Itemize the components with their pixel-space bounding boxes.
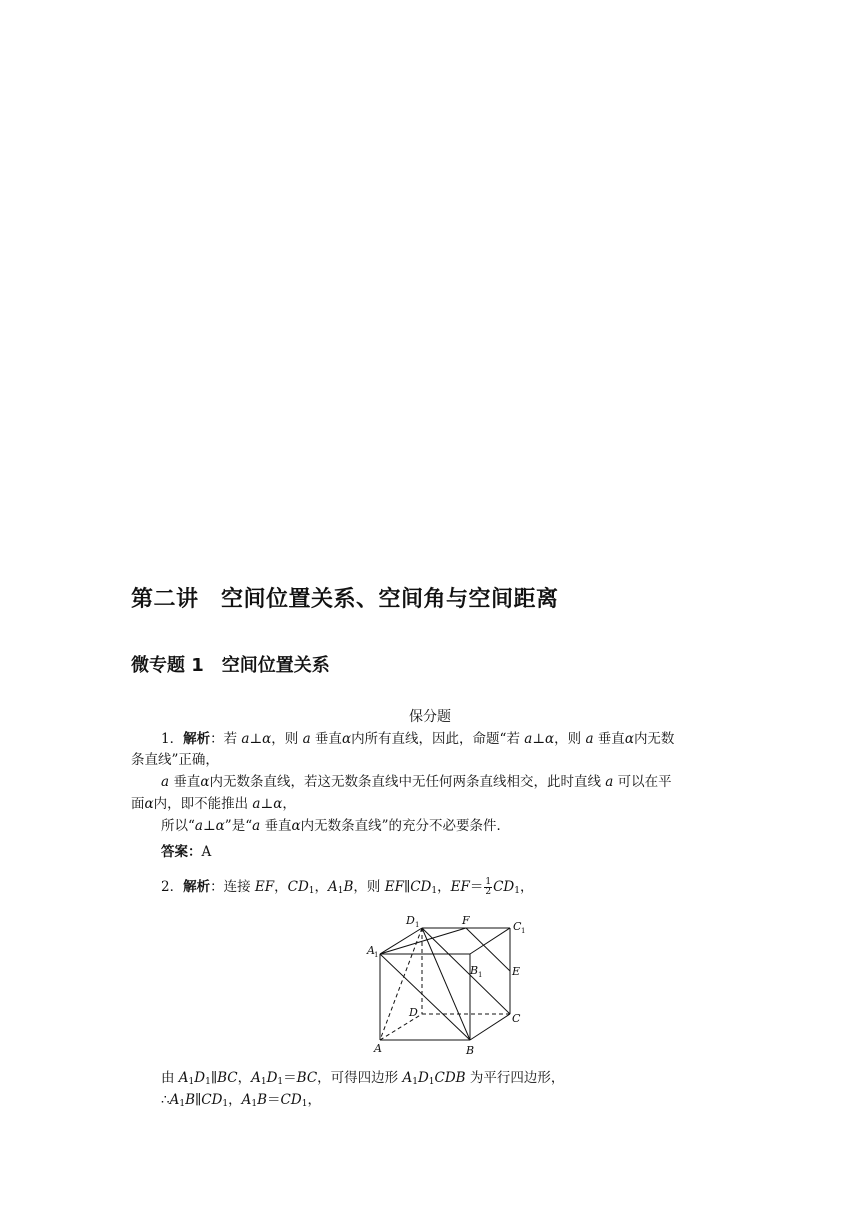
subsection-title: 保分题 xyxy=(409,709,451,725)
label-B1: B xyxy=(470,964,479,977)
segment-A1B xyxy=(380,954,470,1040)
edge-A1D1 xyxy=(380,928,422,954)
edge-BC xyxy=(470,1014,510,1040)
label-D: D xyxy=(409,1006,418,1019)
q2-line-1: 2．解析：连接 EF，$CD_1$，$A_1B$，则 $EF\parallel CD_1$，EF＝ $\frac{1}{2}$ $CD_1$， xyxy=(161,877,534,897)
cube-figure xyxy=(360,908,540,1060)
label-D1: D xyxy=(406,914,415,927)
q1-line-2: 条直线”正确， xyxy=(131,752,219,768)
label-C1-sub: 1 xyxy=(521,927,526,935)
label-B1-sub: 1 xyxy=(478,971,483,979)
q2-line-3: $\therefore A_1B\parallel CD_1$，$A_1B=CD_1$， xyxy=(161,1092,321,1109)
label-A1: A xyxy=(367,944,375,957)
q1-answer: 答案：A xyxy=(161,844,212,860)
label-C: C xyxy=(512,1012,521,1025)
segment-D1C xyxy=(422,928,510,1014)
label-A: A xyxy=(374,1042,382,1055)
label-A1-sub: 1 xyxy=(374,951,379,959)
q1-line-1: 1．解析：若 a⊥α，则 a 垂直α内所有直线，因此，命题“若 a⊥α，则 a 垂直α内无数 xyxy=(161,731,675,747)
q2-line-2: 由 $A_1D_1\parallel BC$，$A_1D_1=BC$，可得四边形 $A_1D_1CDB$ 为平行四边形， xyxy=(161,1070,565,1087)
label-C1: C xyxy=(513,920,522,933)
fraction-one-half: $\frac{1}{2}$ xyxy=(485,877,492,897)
q1-line-3: a 垂直α内无数条直线，若这无数条直线中无任何两条直线相交，此时直线 a 可以在平 xyxy=(161,774,672,790)
segment-D1A xyxy=(380,928,422,1040)
q1-line-5: 所以“a⊥α”是“a 垂直α内无数条直线”的充分不必要条件． xyxy=(161,818,510,834)
chapter-title: 第二讲 空间位置关系、空间角与空间距离 xyxy=(131,587,559,612)
label-D1-sub: 1 xyxy=(415,921,420,929)
segment-D1B xyxy=(422,928,470,1040)
segment-A1F xyxy=(380,928,466,954)
label-F: F xyxy=(462,914,470,927)
section-title: 微专题 1 空间位置关系 xyxy=(131,655,330,676)
edge-B1C1 xyxy=(470,928,510,954)
label-E: E xyxy=(512,965,521,978)
q1-line-4: 面α内，即不能推出 a⊥α， xyxy=(131,796,296,812)
label-B: B xyxy=(466,1044,475,1057)
